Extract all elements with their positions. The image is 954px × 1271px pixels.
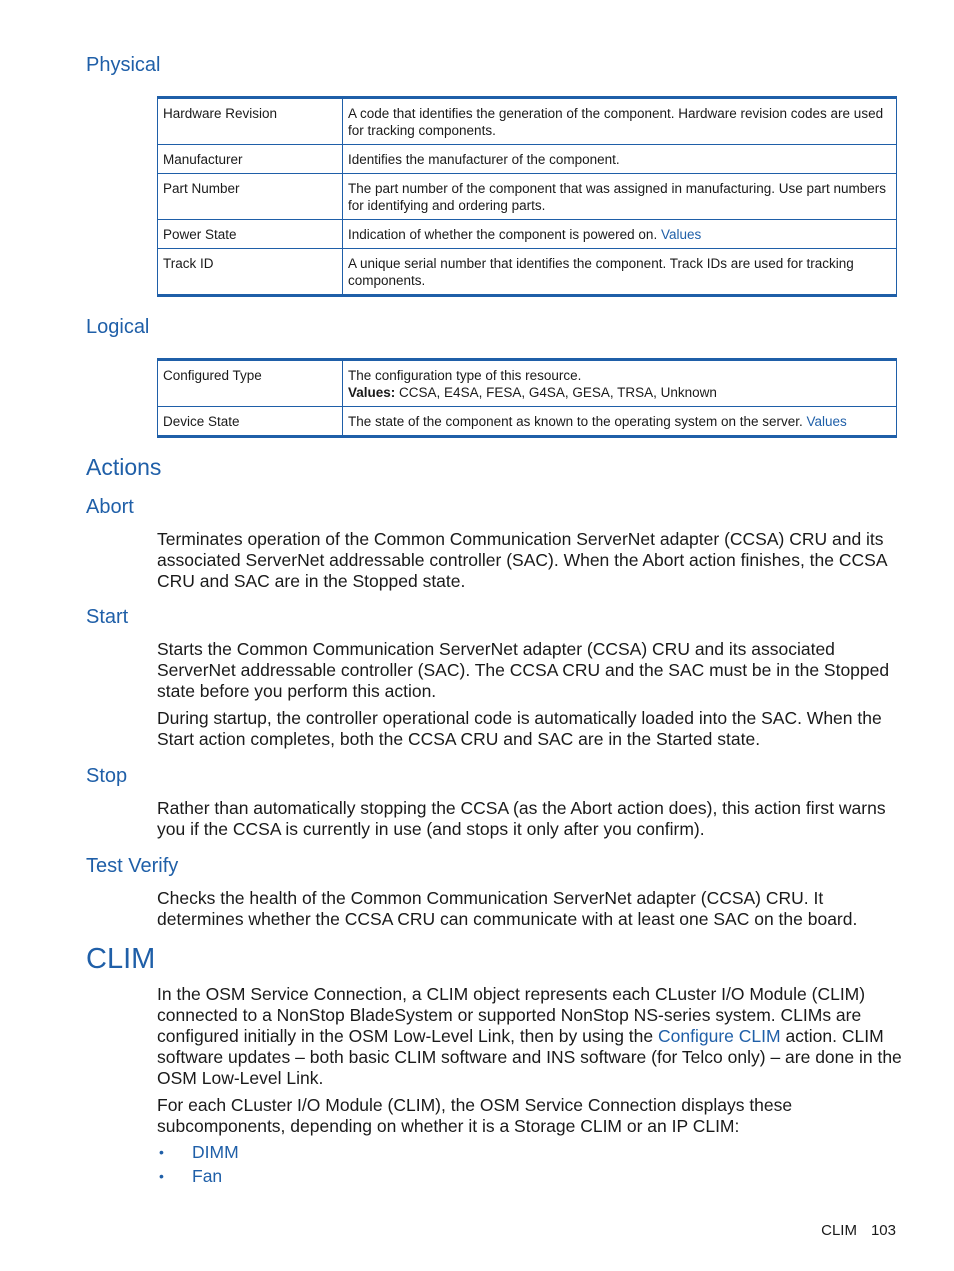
property-description-cell [343, 220, 897, 249]
property-description: Identifies the manufacturer of the component. [343, 145, 897, 174]
page-number: 103 [870, 1222, 896, 1239]
start-description: Starts the Common Communication ServerNet adapter (CCSA) CRU and its associated ServerNet addressable controller (SAC). The CCSA CRU and the SAC must be in the Stopped state before you perform this action. [157, 639, 890, 701]
property-name: Configured Type [158, 360, 343, 407]
table-row [158, 174, 897, 220]
start-heading: Start [86, 606, 129, 628]
page-footer [821, 1222, 896, 1239]
property-name: Track ID [158, 249, 343, 296]
abort-description: Terminates operation of the Common Communication ServerNet adapter (CCSA) CRU and its associated ServerNet addressable controller (SAC). When the Abort action finishes, the CCSA CRU and SAC are in the Stopped state. [157, 529, 887, 591]
values-label: Values: [348, 385, 396, 400]
fan-link[interactable]: Fan [192, 1166, 223, 1186]
start-description-2: During startup, the controller operational code is automatically loaded into the SAC. When the Start action completes, both the CCSA CRU and SAC are in the Started state. [157, 708, 882, 749]
configure-clim-link[interactable]: Configure CLIM [658, 1026, 781, 1046]
property-name: Manufacturer [158, 145, 343, 174]
property-description-cell [343, 360, 897, 407]
stop-description: Rather than automatically stopping the CCSA (as the Abort action does), this action first warns you if the CCSA is currently in use (and stops it only after you confirm). [157, 798, 886, 839]
property-description: A unique serial number that identifies the component. Track IDs are used for tracking components. [343, 249, 897, 296]
property-description: A code that identifies the generation of the component. Hardware revision codes are used for tracking components. [343, 98, 897, 145]
test-verify-heading: Test Verify [86, 855, 179, 877]
property-description: The state of the component as known to the operating system on the server. [348, 414, 803, 429]
physical-heading: Physical [86, 54, 161, 76]
table-row [158, 407, 897, 437]
list-item[interactable] [157, 1164, 239, 1188]
stop-heading: Stop [86, 765, 128, 787]
power-state-values-link[interactable]: Values [660, 227, 702, 242]
actions-heading: Actions [86, 454, 162, 480]
table-row [158, 360, 897, 407]
property-name: Power State [158, 220, 343, 249]
property-name: Device State [158, 407, 343, 437]
property-description: Indication of whether the component is powered on. [348, 227, 658, 242]
values-list: CCSA, E4SA, FESA, G4SA, GESA, TRSA, Unknown [399, 385, 717, 400]
bullet-icon: • [159, 1168, 164, 1184]
logical-heading: Logical [86, 316, 150, 338]
property-description: The part number of the component that was assigned in manufacturing. Use part numbers for identifying and ordering parts. [343, 174, 897, 220]
table-row [158, 220, 897, 249]
table-row [158, 249, 897, 296]
property-name: Part Number [158, 174, 343, 220]
test-verify-description: Checks the health of the Common Communication ServerNet adapter (CCSA) CRU. It determines whether the CCSA CRU can communicate with at least one SAC on the board. [157, 888, 858, 929]
clim-intro-text-2: action. CLIM software updates – both basic CLIM software and INS software (for Telco only) – are done in the OSM Low-Level Link. [157, 1026, 902, 1088]
bullet-icon: • [159, 1144, 164, 1160]
dimm-link[interactable]: DIMM [192, 1142, 239, 1162]
clim-heading: CLIM [86, 943, 156, 975]
clim-intro [157, 984, 902, 1089]
logical-properties-table [157, 358, 897, 438]
clim-intro-text: In the OSM Service Connection, a CLIM object represents each CLuster I/O Module (CLIM) connected to a NonStop BladeSystem or supported NonStop NS-series system. CLIMs are configured initially in the OSM Low-Level Link, then by using the [157, 984, 866, 1046]
physical-properties-table [157, 96, 897, 297]
footer-section: CLIM [821, 1222, 857, 1239]
property-description-cell [343, 407, 897, 437]
abort-heading: Abort [86, 496, 134, 518]
clim-subcomponent-list [157, 1140, 239, 1188]
property-description: The configuration type of this resource. [348, 368, 582, 383]
table-row [158, 98, 897, 145]
clim-subcomponents-intro: For each CLuster I/O Module (CLIM), the OSM Service Connection displays these subcomponents, depending on whether it is a Storage CLIM or an IP CLIM: [157, 1095, 793, 1136]
list-item[interactable] [157, 1140, 239, 1164]
device-state-values-link[interactable]: Values [806, 414, 847, 429]
table-row [158, 145, 897, 174]
property-name: Hardware Revision [158, 98, 343, 145]
